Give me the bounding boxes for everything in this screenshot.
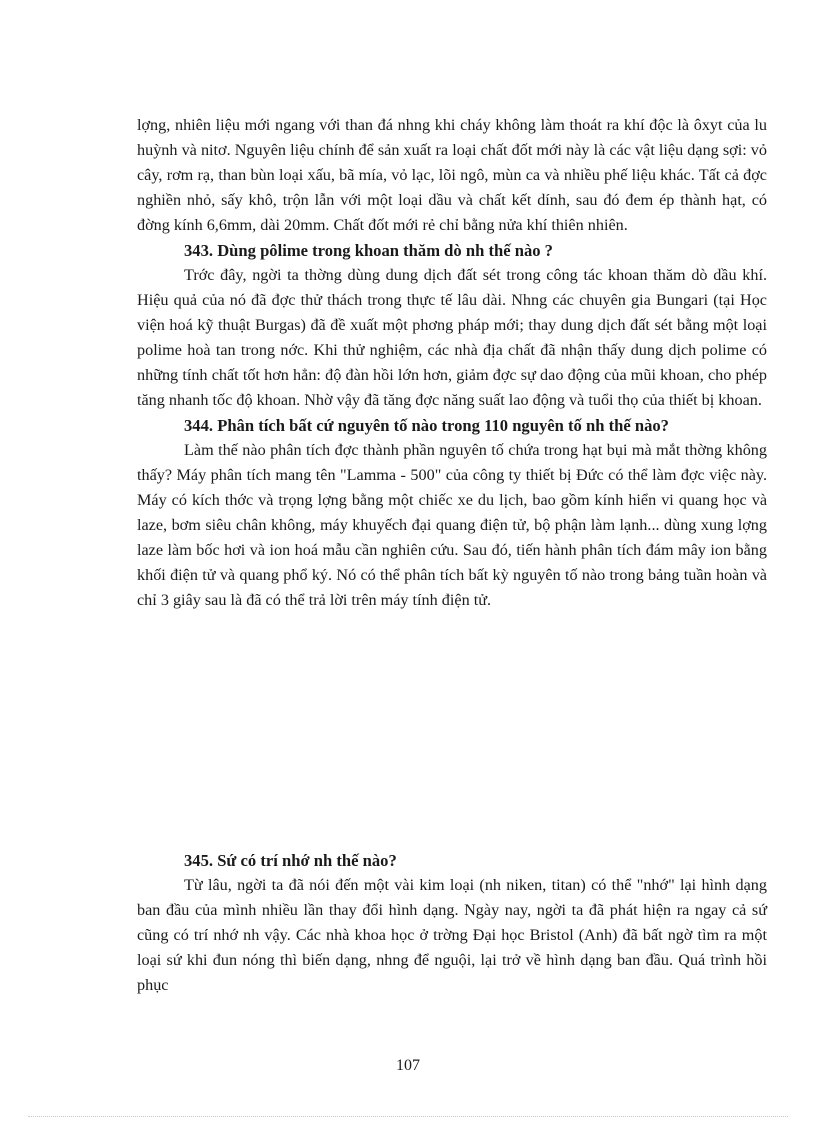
- page-number: 107: [396, 1057, 420, 1074]
- text-block-upper: [137, 113, 767, 613]
- paragraph-345: Từ lâu, ngời ta đã nói đến một vài kim loại (nh niken, titan) có thể "nhớ" lại hình dạng ban đầu của mình nhiều lần thay đổi hình dạng. Ngày nay, ngời ta đã phát hiện ra ngay cả sứ cũng có trí nhớ nh vậy. Các nhà khoa học ở trờng Đại học Bristol (Anh) đã bất ngờ tìm ra một loại sứ khi đun nóng thì biến dạng, nhng để nguội, lại trở về hình dạng ban đầu. Quá trình hồi phục: [137, 876, 767, 994]
- text-block-lower: [137, 848, 767, 998]
- paragraph-344: Làm thế nào phân tích đợc thành phần nguyên tố chứa trong hạt bụi mà mắt thờng không thấy? Máy phân tích mang tên "Lamma - 500" của công ty thiết bị Đức có thể làm đợc việc này. Máy có kích thớc và trọng lợng bằng một chiếc xe du lịch, bao gồm kính hiển vi quang học và laze, bơm siêu chân không, máy khuyếch đại quang điện tử, bộ phận làm lạnh... dùng xung lợng laze làm bốc hơi và ion hoá mẫu cần nghiên cứu. Sau đó, tiến hành phân tích đám mây ion bằng khối điện tử và quang phổ ký. Nó có thể phân tích bất kỳ nguyên tố nào trong bảng tuần hoàn và chỉ 3 giây sau là đã có thể trả lời trên máy tính điện tử.: [137, 441, 767, 609]
- heading-343: 343. Dùng pôlime trong khoan thăm dò nh thế nào ?: [184, 241, 553, 260]
- heading-345: 345. Sứ có trí nhớ nh thế nào?: [184, 851, 397, 870]
- page-bottom-divider: [28, 1116, 788, 1117]
- paragraph-343: Trớc đây, ngời ta thờng dùng dung dịch đất sét trong công tác khoan thăm dò dầu khí. Hiệu quả của nó đã đợc thử thách trong thực tế lâu dài. Nhng các chuyên gia Bungari (tại Học viện hoá kỹ thuật Burgas) đã đề xuất một phơng pháp mới; thay dung dịch đất sét bằng một loại polime hoà tan trong nớc. Khi thử nghiệm, các nhà địa chất đã nhận thấy dung dịch polime có những tính chất tốt hơn hẳn: độ đàn hồi lớn hơn, giảm đợc sự dao động của mũi khoan, cho phép tăng nhanh tốc độ khoan. Nhờ vậy đã tăng đợc năng suất lao động và tuổi thọ của thiết bị khoan.: [137, 266, 767, 409]
- heading-344: 344. Phân tích bất cứ nguyên tố nào trong 110 nguyên tố nh thế nào?: [184, 416, 669, 435]
- paragraph-continued-intro: lợng, nhiên liệu mới ngang với than đá nhng khi cháy không làm thoát ra khí độc là ôxyt của lu huỳnh và nitơ. Nguyên liệu chính để sản xuất ra loại chất đốt mới này là các vật liệu dạng sợi: vỏ cây, rơm rạ, than bùn loại xấu, bã mía, vỏ lạc, lõi ngô, mùn ca và nhiều phế liệu khác. Tất cả đợc nghiền nhỏ, sấy khô, trộn lẫn với một loại dầu và chất kết dính, sau đó đem ép thành hạt, có đờng kính 6,6mm, dài 20mm. Chất đốt mới rẻ chỉ bằng nửa khí thiên nhiên.: [137, 116, 767, 234]
